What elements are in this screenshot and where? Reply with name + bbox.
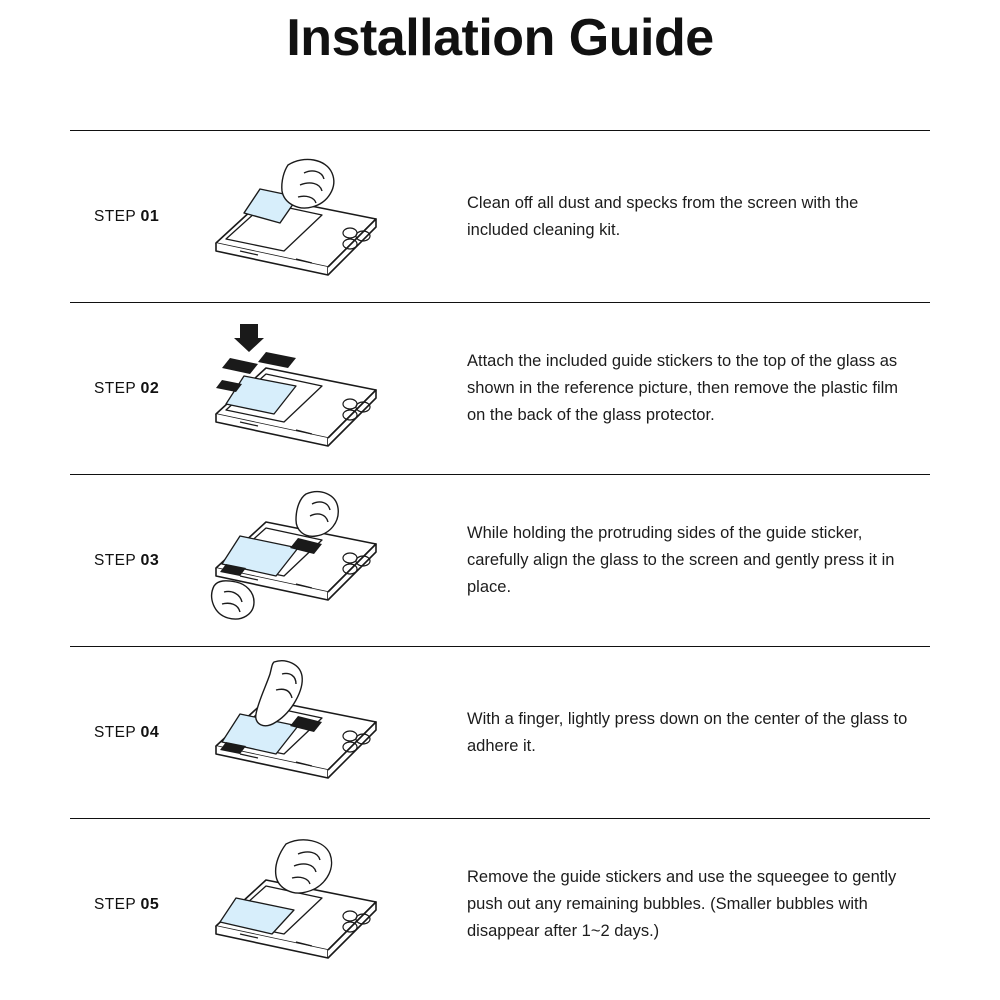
phone-attach-guide-stickers-illustration xyxy=(195,314,415,464)
step-row xyxy=(70,130,930,302)
step-number: 02 xyxy=(140,379,160,397)
step-row xyxy=(70,646,930,818)
step-label-word: STEP xyxy=(94,723,136,741)
phone-clean-screen-with-wipe-illustration xyxy=(195,142,415,292)
steps-list xyxy=(0,130,1000,990)
step-description: Attach the included guide stickers to the top of the glass as shown in the reference picture, then remove the plastic film on the back of the glass protector. xyxy=(467,352,899,424)
step-number: 05 xyxy=(140,895,160,913)
step-label xyxy=(70,380,195,398)
step-label-word: STEP xyxy=(94,207,136,225)
step-label-word: STEP xyxy=(94,551,136,569)
step-description: With a finger, lightly press down on the center of the glass to adhere it. xyxy=(467,709,908,755)
step-label xyxy=(70,724,195,742)
step-label xyxy=(70,896,195,914)
step-description: Clean off all dust and specks from the screen with the included cleaning kit. xyxy=(467,193,859,239)
step-label xyxy=(70,552,195,570)
step-description: Remove the guide stickers and use the squeegee to gently push out any remaining bubbles. (Smaller bubbles with disappear after 1~2 days.) xyxy=(467,868,897,940)
step-number: 04 xyxy=(140,723,160,741)
step-number: 03 xyxy=(140,551,160,569)
step-label-word: STEP xyxy=(94,379,136,397)
step-description: While holding the protruding sides of the guide sticker, carefully align the glass to the screen and gently press it in place. xyxy=(467,524,895,596)
phone-align-glass-with-fingers-illustration xyxy=(195,486,415,636)
step-label-word: STEP xyxy=(94,895,136,913)
step-row xyxy=(70,302,930,474)
page-title: Installation Guide xyxy=(286,9,714,67)
phone-press-center-with-finger-illustration xyxy=(195,658,415,808)
step-row xyxy=(70,818,930,990)
step-row xyxy=(70,474,930,646)
phone-remove-stickers-squeegee-illustration xyxy=(195,830,415,980)
step-number: 01 xyxy=(140,207,160,225)
step-label xyxy=(70,208,195,226)
